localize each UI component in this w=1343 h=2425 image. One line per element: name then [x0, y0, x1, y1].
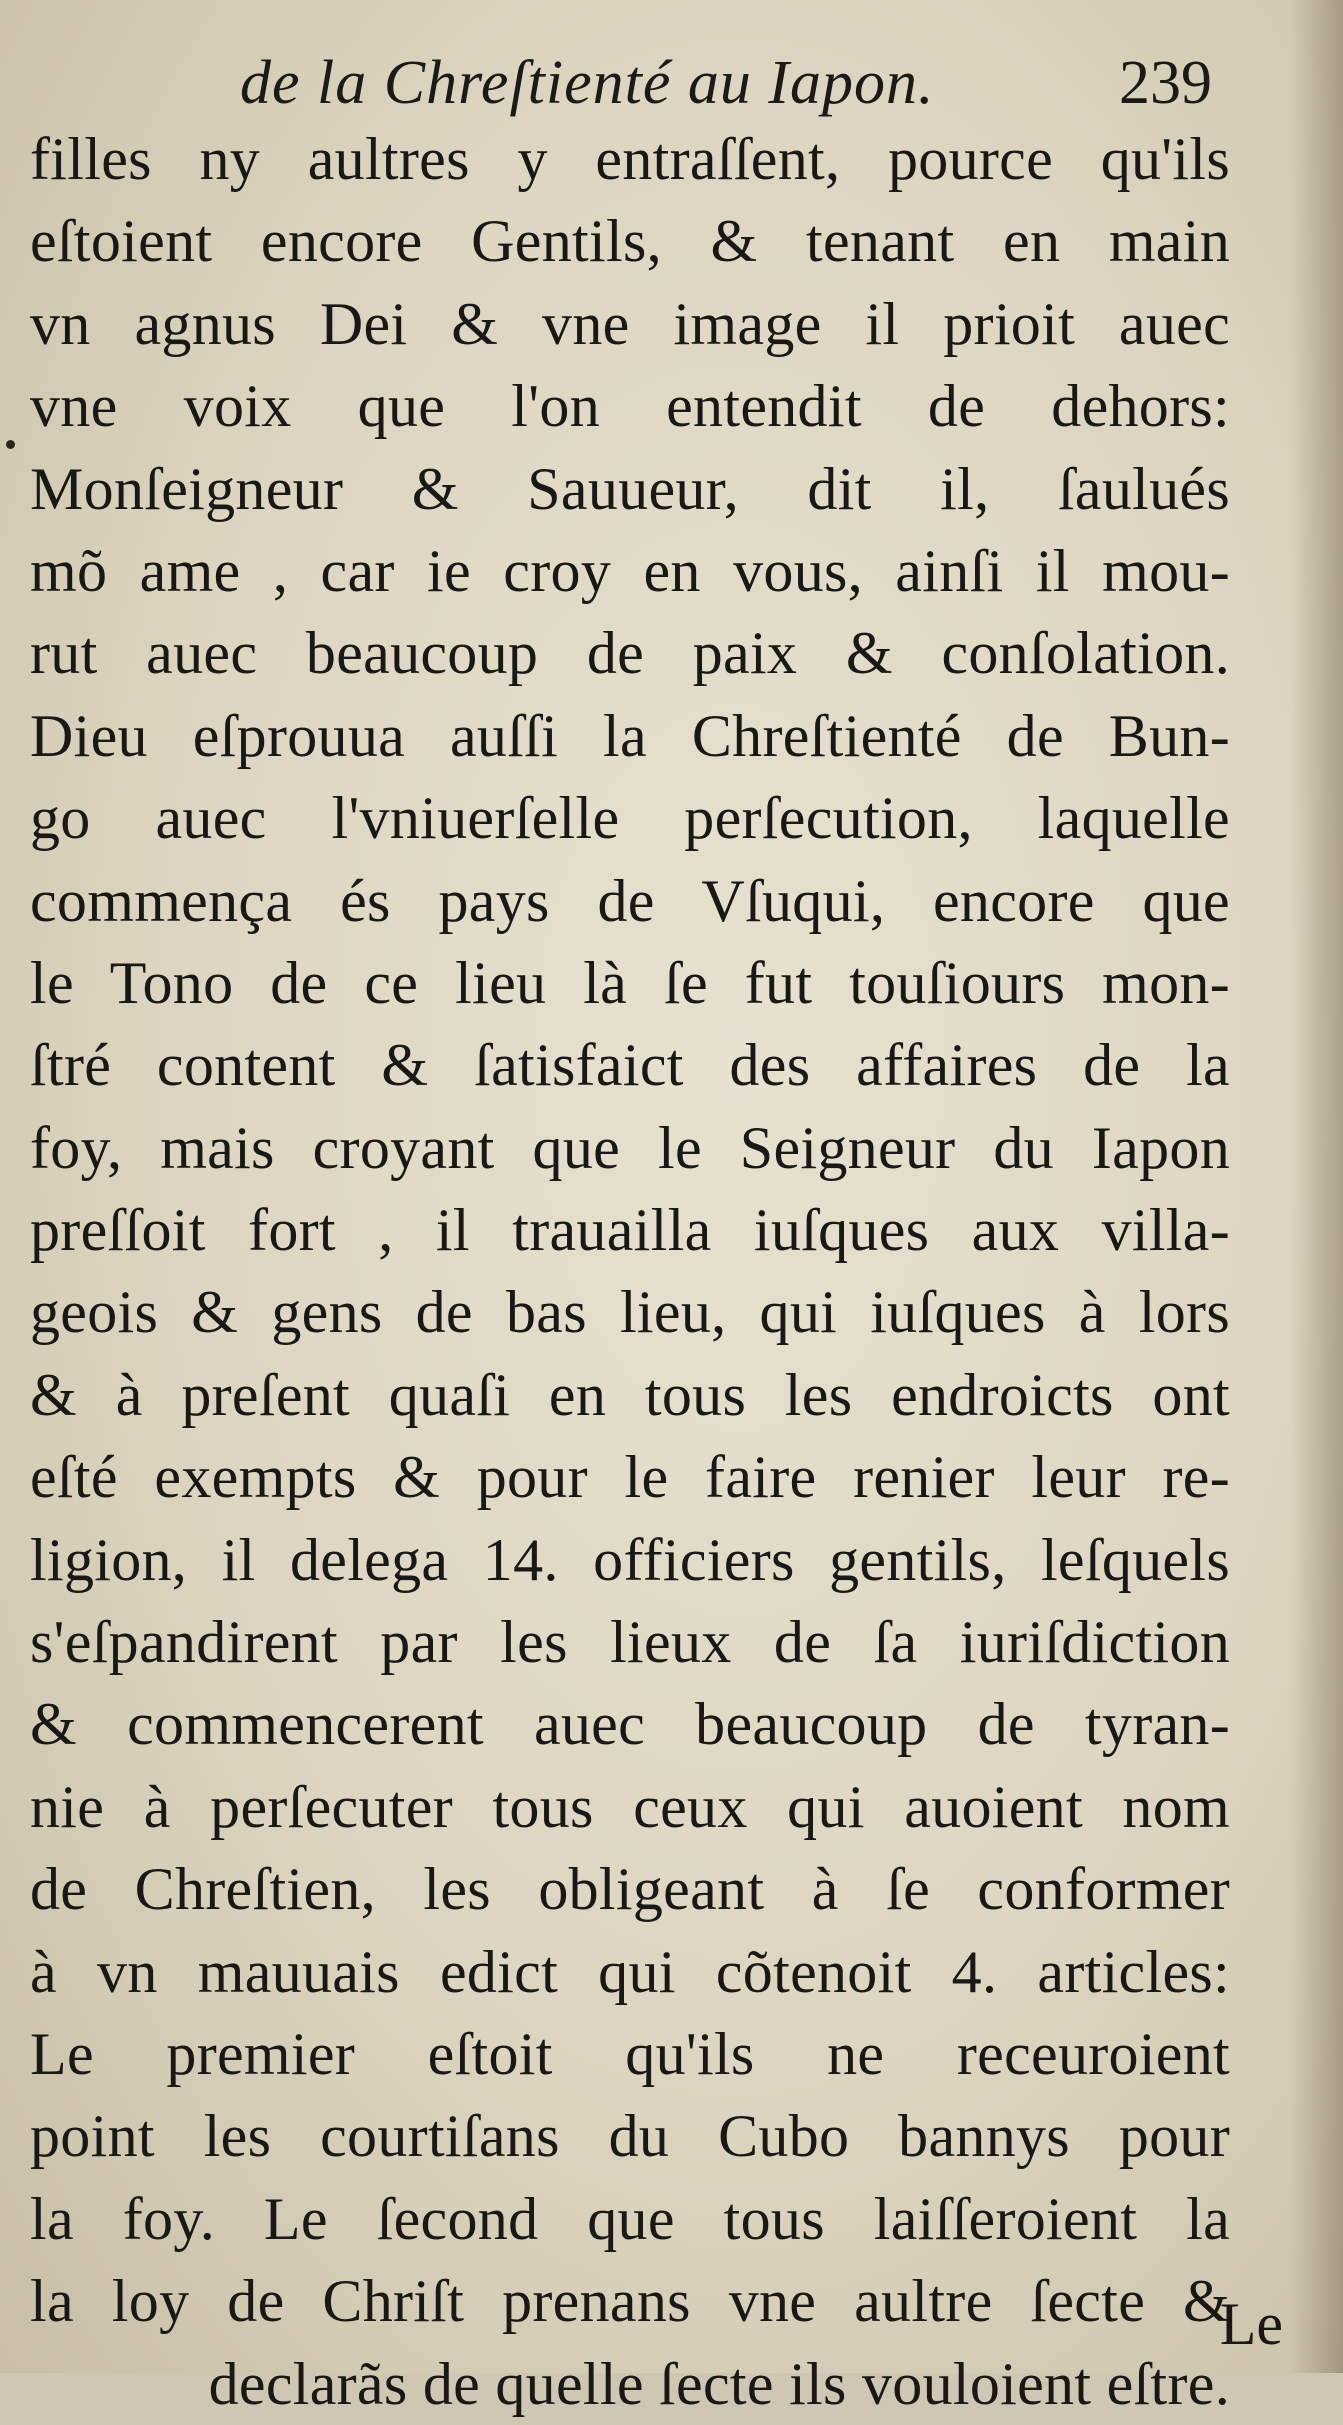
catchword: Le — [1219, 2291, 1283, 2357]
text-line: foy, mais croyant que le Seigneur du Iapon — [30, 1114, 1230, 1181]
text-line: & commencerent auec beaucoup de tyran- — [30, 1691, 1230, 1758]
running-title: de la Chreſtienté au Iapon. — [240, 49, 935, 117]
text-line: declarãs de quelle ſecte ils vouloient eſtre. — [208, 2350, 1230, 2417]
text-line: vne voix que l'on entendit de dehors: — [30, 373, 1230, 440]
text-line: la loy de Chriſt prenans vne aultre ſecte & — [30, 2268, 1230, 2335]
text-line: le Tono de ce lieu là ſe fut touſiours mon- — [30, 949, 1230, 1016]
text-line: preſſoit fort , il trauailla iuſques aux villa- — [30, 1197, 1230, 1264]
text-line: à vn mauuais edict qui cõtenoit 4. articles: — [30, 1938, 1230, 2005]
text-line: ligion, il delega 14. officiers gentils, leſquels — [30, 1526, 1230, 1593]
margin-mark — [6, 440, 15, 449]
text-line: go auec l'vniuerſelle perſecution, laquelle — [30, 785, 1230, 852]
text-line: commença és pays de Vſuqui, encore que — [30, 867, 1230, 934]
text-line: de Chreſtien, les obligeant à ſe conformer — [30, 1856, 1230, 1923]
body-text — [30, 118, 1230, 2425]
text-line: Le premier eſtoit qu'ils ne receuroient — [30, 2020, 1230, 2087]
text-line: mõ ame , car ie croy en vous, ainſi il mou- — [30, 537, 1230, 604]
page-number: 239 — [1119, 49, 1212, 117]
text-line: eſté exempts & pour le faire renier leur re- — [30, 1444, 1230, 1511]
text-line: la foy. Le ſecond que tous laiſſeroient la — [30, 2185, 1230, 2252]
text-line: vn agnus Dei & vne image il prioit auec — [30, 290, 1230, 357]
text-line: ſtré content & ſatisfaict des affaires de la — [30, 1032, 1230, 1099]
text-line: rut auec beaucoup de paix & conſolation. — [30, 620, 1230, 687]
text-line: nie à perſecuter tous ceux qui auoient nom — [30, 1773, 1230, 1840]
text-line: Dieu eſprouua auſſi la Chreſtienté de Bun- — [30, 702, 1230, 769]
text-line: filles ny aultres y entraſſent, pource qu'ils — [30, 126, 1230, 192]
text-line: s'eſpandirent par les lieux de ſa iuriſdiction — [30, 1609, 1230, 1676]
page-gutter-shadow — [1290, 0, 1343, 2373]
text-line: Monſeigneur & Sauueur, dit il, ſaulués — [30, 455, 1230, 522]
text-line: eſtoient encore Gentils, & tenant en main — [30, 208, 1230, 275]
text-line: geois & gens de bas lieu, qui iuſques à lors — [30, 1279, 1230, 1346]
text-line: & à preſent quaſi en tous les endroicts ont — [30, 1361, 1230, 1428]
text-line: point les courtiſans du Cubo bannys pour — [30, 2103, 1230, 2170]
page-header — [240, 48, 1240, 128]
